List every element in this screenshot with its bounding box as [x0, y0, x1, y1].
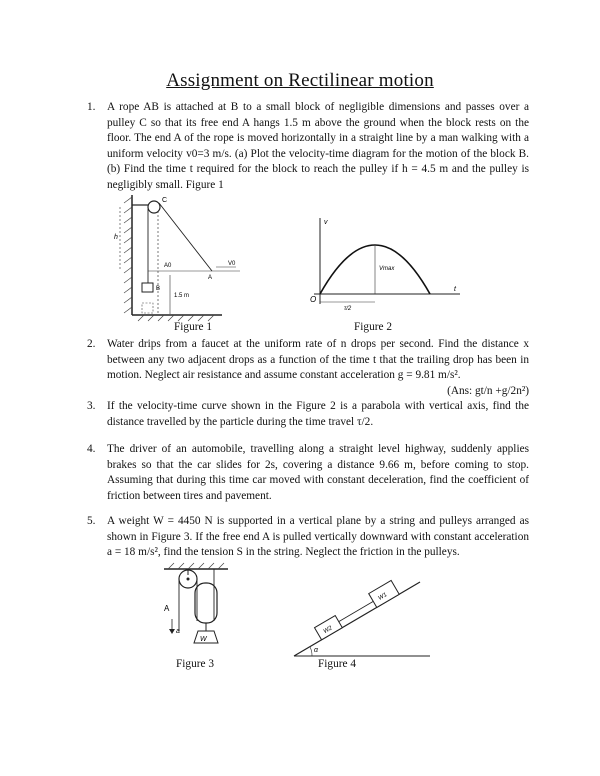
label-w2: W2 — [322, 625, 334, 636]
question-number: 3. — [87, 400, 96, 412]
page-title: Assignment on Rectilinear motion — [166, 70, 434, 91]
question-4: The driver of an automobile, travelling along a straight level highway, suddenly applies brakes so that the car slides for 2s, covering a distance 9.66 m, before coming to stop. Assuming that during this time car moved with constant deceleration, find the coefficient of friction between tires and pavement. — [107, 443, 529, 502]
label-alpha: α — [314, 647, 318, 654]
label-half-tau: τ/2 — [344, 306, 352, 312]
label-dist: 1.5 m — [174, 293, 190, 299]
figure-3-diagram — [148, 563, 248, 658]
label-v0: V0 — [228, 261, 236, 267]
question-number: 2. — [87, 338, 96, 350]
question-number: 4. — [87, 443, 96, 455]
label-a: A — [208, 275, 213, 281]
question-3: If the velocity-time curve shown in the Figure 2 is a parabola with vertical axis, find the distance travelled by the particle during the time travel τ/2. — [107, 400, 529, 428]
figure-4-caption: Figure 4 — [318, 658, 356, 670]
label-v: v — [324, 219, 328, 226]
figure-2-caption: Figure 2 — [354, 321, 392, 333]
question-5: A weight W = 4450 N is supported in a vertical plane by a string and pulleys arranged as shown in Figure 3. If the free end A is pulled vertically downward with constant acceleration a = 18 m/s², find the tension S in the string. Neglect the friction in the pulleys. — [107, 515, 529, 559]
question-number: 5. — [87, 515, 96, 527]
label-t: t — [454, 286, 456, 293]
label-o: O — [310, 295, 317, 304]
label-b: B — [156, 286, 161, 292]
label-c: C — [162, 197, 168, 204]
label-w1: W1 — [377, 592, 389, 602]
figure-1-caption: Figure 1 — [174, 321, 212, 333]
label-h: h — [114, 234, 118, 241]
figure-3-caption: Figure 3 — [176, 658, 214, 670]
figure-1-diagram — [112, 193, 272, 321]
figure-4-diagram — [290, 572, 440, 662]
figure-2-graph — [290, 214, 470, 314]
label-vmax: Vmax — [379, 266, 395, 272]
question-number: 1. — [87, 101, 96, 113]
label-a-end: A — [164, 604, 170, 613]
question-2-text: Water drips from a faucet at the uniform rate of n drops per second. Find the distance x between any two adjacent drops as a function of the time t that the trailing drop has been in motion. Neglect air resistance and assume constant acceleration g = 9.81 m/s². — [107, 338, 529, 382]
block-b — [142, 283, 153, 292]
question-1: A rope AB is attached at B to a small block of negligible dimensions and passes over a pulley C so that its free end A hangs 1.5 m above the ground when the block rests on the floor. The end A of the rope is moved horizontally in a straight line by a man walking with a uniform velocity v0=3 m/s. (a) Plot the velocity-time diagram for the motion of the block B. (b) Find the time t required for the block to reach the pulley if h = 4.5 m and the pulley is negligibly small. Figure 1 — [107, 101, 529, 191]
question-2 — [107, 337, 529, 399]
label-w: W — [200, 636, 207, 643]
question-2-answer: (Ans: gt/n +g/2n²) — [447, 384, 529, 397]
label-a0: A0 — [164, 263, 172, 269]
label-accel: a — [176, 628, 180, 635]
